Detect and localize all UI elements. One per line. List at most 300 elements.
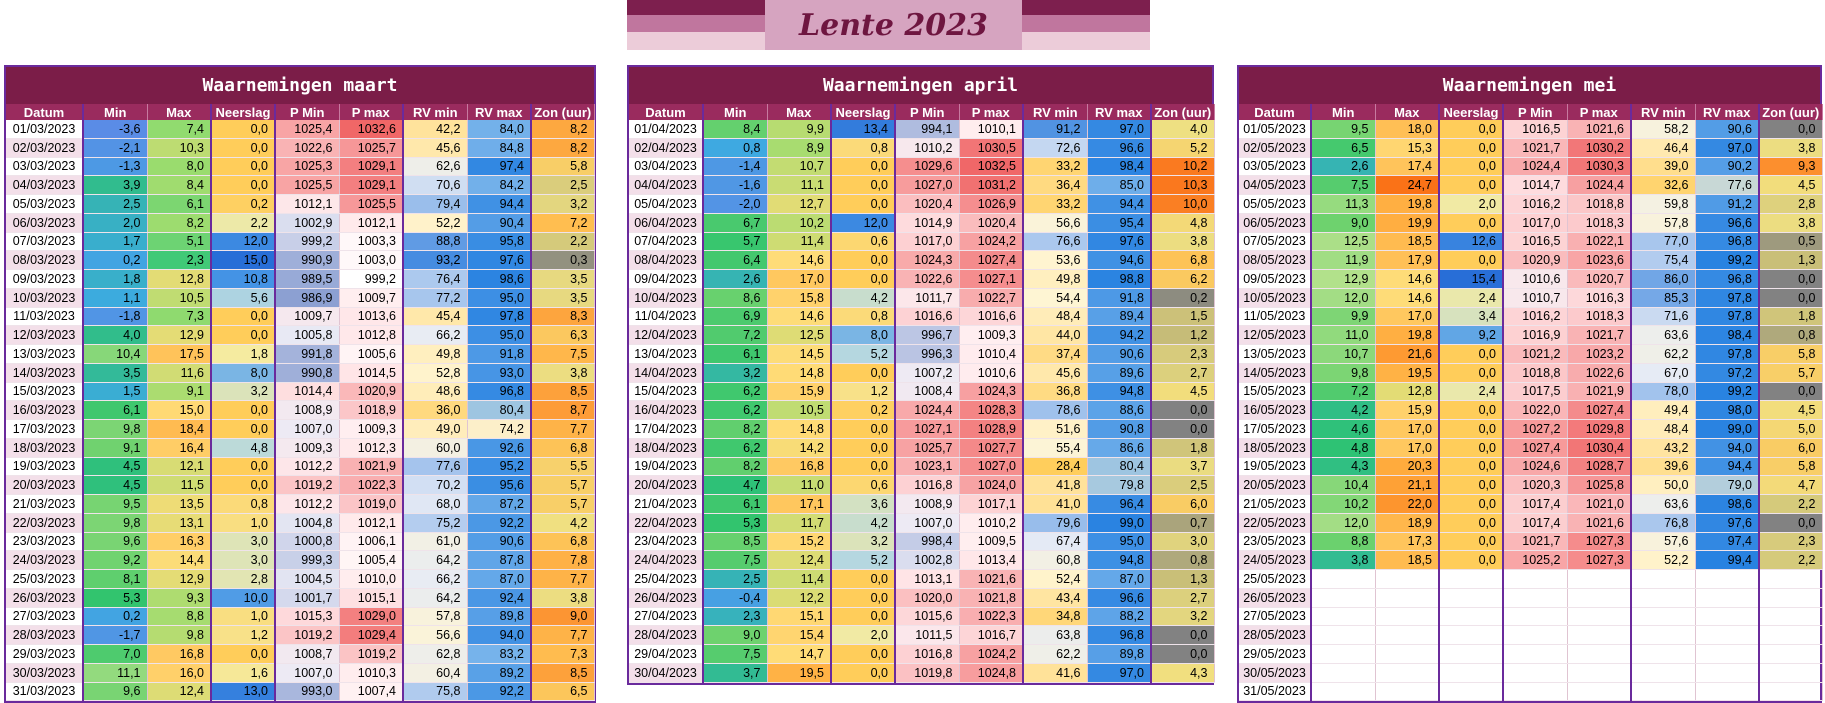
cell-neerslag: 2,2 — [211, 213, 275, 232]
cell-p-max: 1027,0 — [959, 457, 1023, 476]
table-row — [629, 663, 1214, 682]
cell-zon: 5,7 — [531, 476, 594, 495]
cell-rv-max: 98,6 — [1695, 495, 1759, 514]
cell-datum: 27/05/2023 — [1239, 607, 1311, 626]
cell-rv-max: 89,8 — [1087, 645, 1151, 664]
cell-p-max: 1030,5 — [959, 138, 1023, 157]
cell-neerslag: 15,4 — [1439, 270, 1503, 289]
cell-neerslag: 0,0 — [1439, 495, 1503, 514]
table-row — [6, 382, 594, 401]
cell-p-min: 1019,2 — [275, 626, 339, 645]
cell-min: 4,5 — [83, 476, 147, 495]
cell-rv-min: 45,6 — [403, 138, 467, 157]
cell-neerslag: 2,4 — [1439, 382, 1503, 401]
cell-p-max: 1010,4 — [959, 345, 1023, 364]
cell-rv-max: 95,0 — [1087, 532, 1151, 551]
cell-datum: 11/05/2023 — [1239, 307, 1311, 326]
cell-min — [1311, 570, 1375, 589]
table-row — [6, 570, 594, 589]
cell-datum: 20/05/2023 — [1239, 476, 1311, 495]
cell-max: 8,9 — [767, 138, 831, 157]
cell-p-min: 1020,3 — [1503, 476, 1567, 495]
cell-p-min: 1008,9 — [895, 495, 959, 514]
table-row — [629, 607, 1214, 626]
cell-neerslag: 0,0 — [831, 607, 895, 626]
cell-rv-max: 94,0 — [467, 626, 531, 645]
cell-p-min: 1025,5 — [275, 176, 339, 195]
cell-rv-min: 52,4 — [1023, 570, 1087, 589]
table-row — [1239, 607, 1822, 626]
cell-p-max: 1021,7 — [1567, 326, 1631, 345]
cell-max: 24,7 — [1375, 176, 1439, 195]
cell-rv-min: 77,0 — [1631, 232, 1695, 251]
cell-max: 16,8 — [147, 645, 211, 664]
cell-rv-min: 85,3 — [1631, 288, 1695, 307]
cell-rv-min: 91,2 — [1023, 120, 1087, 138]
table-row — [6, 457, 594, 476]
cell-neerslag: 0,6 — [831, 232, 895, 251]
cell-datum: 25/03/2023 — [6, 570, 83, 589]
cell-min: 6,7 — [703, 213, 767, 232]
cell-max: 15,2 — [767, 532, 831, 551]
cell-max: 12,4 — [767, 551, 831, 570]
table-row — [1239, 176, 1822, 195]
table-row — [1239, 251, 1822, 270]
cell-zon: 0,0 — [1759, 288, 1822, 307]
cell-max: 10,5 — [147, 288, 211, 307]
cell-max: 17,0 — [767, 270, 831, 289]
cell-datum: 07/03/2023 — [6, 232, 83, 251]
cell-rv-max: 96,8 — [1087, 626, 1151, 645]
cell-rv-max: 95,6 — [467, 476, 531, 495]
cell-max: 16,4 — [147, 438, 211, 457]
cell-rv-min: 36,8 — [1023, 382, 1087, 401]
cell-rv-max — [1695, 682, 1759, 701]
cell-p-min: 1004,5 — [275, 570, 339, 589]
cell-p-max: 1010,1 — [959, 120, 1023, 138]
cell-zon: 3,8 — [1151, 232, 1214, 251]
cell-rv-max: 98,4 — [1087, 157, 1151, 176]
cell-min: 9,8 — [1311, 363, 1375, 382]
cell-zon: 2,2 — [1759, 495, 1822, 514]
cell-p-min: 1010,6 — [1503, 270, 1567, 289]
cell-datum: 09/05/2023 — [1239, 270, 1311, 289]
cell-rv-max: 98,4 — [1695, 326, 1759, 345]
cell-neerslag: 0,0 — [831, 195, 895, 214]
cell-p-max: 1023,6 — [1567, 251, 1631, 270]
cell-p-max: 1020,4 — [959, 213, 1023, 232]
cell-p-max: 1006,1 — [339, 532, 403, 551]
cell-neerslag: 0,0 — [1439, 438, 1503, 457]
cell-rv-min: 36,0 — [403, 401, 467, 420]
cell-rv-max: 99,4 — [1695, 551, 1759, 570]
table-row — [6, 326, 594, 345]
cell-datum: 18/03/2023 — [6, 438, 83, 457]
cell-rv-min: 64,2 — [403, 551, 467, 570]
column-header-p-min: P Min — [895, 104, 959, 120]
cell-rv-max — [1695, 588, 1759, 607]
cell-p-max: 1003,3 — [339, 232, 403, 251]
column-header-p-max: P max — [959, 104, 1023, 120]
cell-min: 2,6 — [703, 270, 767, 289]
cell-min: 4,7 — [703, 476, 767, 495]
cell-rv-min: 45,4 — [403, 307, 467, 326]
cell-datum: 24/04/2023 — [629, 551, 703, 570]
cell-min: 8,8 — [1311, 532, 1375, 551]
cell-p-min: 1016,5 — [1503, 232, 1567, 251]
cell-max: 18,4 — [147, 420, 211, 439]
cell-neerslag — [1439, 588, 1503, 607]
cell-zon: 1,8 — [1151, 438, 1214, 457]
cell-zon: 4,0 — [1151, 120, 1214, 138]
cell-neerslag: 0,0 — [211, 645, 275, 664]
cell-datum: 25/05/2023 — [1239, 570, 1311, 589]
cell-rv-min: 62,2 — [1023, 645, 1087, 664]
panel-maart — [4, 65, 596, 703]
cell-datum: 12/04/2023 — [629, 326, 703, 345]
cell-rv-min: 64,2 — [403, 588, 467, 607]
cell-rv-max: 79,0 — [1695, 476, 1759, 495]
cell-rv-max: 97,0 — [1695, 138, 1759, 157]
cell-zon: 4,5 — [1759, 176, 1822, 195]
table-row — [6, 401, 594, 420]
cell-max: 12,1 — [147, 457, 211, 476]
cell-min: 12,0 — [1311, 288, 1375, 307]
cell-neerslag: 0,8 — [211, 495, 275, 514]
table-row — [1239, 663, 1822, 682]
cell-p-min: 990,8 — [275, 363, 339, 382]
cell-min — [1311, 663, 1375, 682]
cell-p-min: 1008,7 — [275, 645, 339, 664]
cell-rv-min: 33,2 — [1023, 195, 1087, 214]
cell-neerslag: 0,0 — [1439, 213, 1503, 232]
cell-datum: 05/05/2023 — [1239, 195, 1311, 214]
cell-neerslag: 0,0 — [831, 157, 895, 176]
cell-max: 11,0 — [767, 476, 831, 495]
cell-max — [1375, 570, 1439, 589]
cell-max — [1375, 626, 1439, 645]
cell-rv-max: 90,2 — [1695, 157, 1759, 176]
cell-p-min: 998,4 — [895, 532, 959, 551]
cell-p-max — [1567, 588, 1631, 607]
table-row — [6, 195, 594, 214]
cell-min: 9,0 — [1311, 213, 1375, 232]
cell-p-max: 1005,6 — [339, 345, 403, 364]
cell-rv-max: 97,8 — [1695, 345, 1759, 364]
cell-min: 4,8 — [1311, 438, 1375, 457]
cell-zon: 3,8 — [531, 588, 594, 607]
cell-neerslag: 0,0 — [1439, 457, 1503, 476]
cell-p-min: 1017,5 — [1503, 382, 1567, 401]
column-header-rv-min: RV min — [1023, 104, 1087, 120]
cell-neerslag: 10,0 — [211, 588, 275, 607]
column-header-neerslag: Neerslag — [831, 104, 895, 120]
cell-p-max: 1013,4 — [959, 551, 1023, 570]
cell-neerslag — [1439, 626, 1503, 645]
table-row — [629, 513, 1214, 532]
cell-p-min: 1008,4 — [895, 382, 959, 401]
cell-neerslag: 0,0 — [211, 457, 275, 476]
cell-max: 20,3 — [1375, 457, 1439, 476]
cell-p-min: 1019,2 — [275, 476, 339, 495]
cell-min: -1,4 — [703, 157, 767, 176]
cell-rv-max — [1695, 645, 1759, 664]
cell-min: 3,5 — [83, 363, 147, 382]
table-row — [629, 626, 1214, 645]
cell-zon: 6,2 — [1151, 270, 1214, 289]
cell-p-max: 1028,9 — [959, 420, 1023, 439]
cell-max: 11,1 — [767, 176, 831, 195]
cell-zon: 8,5 — [531, 663, 594, 682]
cell-datum: 22/05/2023 — [1239, 513, 1311, 532]
cell-max: 10,7 — [767, 157, 831, 176]
cell-rv-max: 90,6 — [1087, 345, 1151, 364]
cell-max: 11,6 — [147, 363, 211, 382]
cell-max: 9,8 — [147, 626, 211, 645]
cell-neerslag — [1439, 607, 1503, 626]
cell-neerslag: 2,4 — [1439, 288, 1503, 307]
cell-p-min: 1012,1 — [275, 195, 339, 214]
cell-p-max — [1567, 626, 1631, 645]
cell-p-max: 1022,3 — [959, 607, 1023, 626]
cell-min: -1,6 — [703, 176, 767, 195]
cell-datum: 13/03/2023 — [6, 345, 83, 364]
cell-rv-max: 88,6 — [1087, 401, 1151, 420]
cell-rv-min: 48,4 — [1023, 307, 1087, 326]
cell-p-min: 1008,9 — [275, 401, 339, 420]
cell-p-min — [1503, 588, 1567, 607]
cell-min: 9,8 — [83, 420, 147, 439]
cell-max: 19,8 — [1375, 326, 1439, 345]
table-row — [629, 288, 1214, 307]
cell-p-max: 1016,6 — [959, 307, 1023, 326]
cell-rv-min — [1631, 588, 1695, 607]
cell-min: 3,2 — [703, 363, 767, 382]
cell-rv-max: 99,2 — [1695, 251, 1759, 270]
cell-zon: 6,0 — [1151, 495, 1214, 514]
cell-p-max: 1030,4 — [1567, 438, 1631, 457]
cell-min: 8,5 — [703, 532, 767, 551]
cell-p-min: 1029,6 — [895, 157, 959, 176]
cell-rv-min: 93,2 — [403, 251, 467, 270]
cell-rv-min: 56,6 — [1023, 213, 1087, 232]
cell-min — [1311, 607, 1375, 626]
cell-p-max: 1019,2 — [339, 645, 403, 664]
cell-min: 11,0 — [1311, 326, 1375, 345]
cell-max: 15,1 — [767, 607, 831, 626]
cell-min: 11,9 — [1311, 251, 1375, 270]
cell-zon: 0,8 — [1759, 326, 1822, 345]
cell-rv-min: 33,2 — [1023, 157, 1087, 176]
cell-p-min: 991,8 — [275, 345, 339, 364]
table-row — [629, 476, 1214, 495]
cell-neerslag: 3,2 — [831, 532, 895, 551]
cell-zon: 0,0 — [1759, 382, 1822, 401]
cell-datum: 10/03/2023 — [6, 288, 83, 307]
cell-rv-min: 61,0 — [403, 532, 467, 551]
cell-min: 6,2 — [703, 438, 767, 457]
cell-rv-max: 87,0 — [1087, 570, 1151, 589]
cell-rv-max — [1695, 570, 1759, 589]
table-row — [6, 663, 594, 682]
cell-min: 9,6 — [83, 682, 147, 701]
table-row — [629, 213, 1214, 232]
cell-datum: 16/03/2023 — [6, 401, 83, 420]
cell-min: -1,8 — [83, 307, 147, 326]
table-row — [1239, 120, 1822, 138]
table-row — [629, 195, 1214, 214]
cell-neerslag: 4,2 — [831, 513, 895, 532]
cell-datum: 17/04/2023 — [629, 420, 703, 439]
cell-max: 19,8 — [1375, 195, 1439, 214]
table-row — [6, 176, 594, 195]
cell-rv-min: 60,0 — [403, 438, 467, 457]
cell-p-max: 1022,6 — [1567, 363, 1631, 382]
cell-datum: 02/03/2023 — [6, 138, 83, 157]
table-row — [1239, 401, 1822, 420]
cell-rv-min: 58,2 — [1631, 120, 1695, 138]
cell-zon: 8,3 — [531, 307, 594, 326]
cell-datum: 26/05/2023 — [1239, 588, 1311, 607]
cell-rv-min: 34,8 — [1023, 607, 1087, 626]
cell-neerslag: 12,0 — [831, 213, 895, 232]
cell-max: 18,5 — [1375, 551, 1439, 570]
cell-neerslag: 1,0 — [211, 607, 275, 626]
cell-p-min: 996,3 — [895, 345, 959, 364]
cell-p-min: 1020,4 — [895, 195, 959, 214]
cell-zon: 3,2 — [531, 195, 594, 214]
cell-max — [1375, 682, 1439, 701]
cell-p-max: 1031,2 — [959, 176, 1023, 195]
cell-max: 22,0 — [1375, 495, 1439, 514]
cell-p-max: 1012,1 — [339, 213, 403, 232]
cell-datum: 18/05/2023 — [1239, 438, 1311, 457]
cell-zon: 5,0 — [1759, 420, 1822, 439]
cell-max: 14,8 — [767, 363, 831, 382]
cell-max — [1375, 607, 1439, 626]
cell-max — [1375, 645, 1439, 664]
table-row — [629, 307, 1214, 326]
cell-datum: 17/05/2023 — [1239, 420, 1311, 439]
cell-datum: 12/05/2023 — [1239, 326, 1311, 345]
cell-max: 19,5 — [767, 663, 831, 682]
cell-neerslag: 1,8 — [211, 345, 275, 364]
cell-rv-min: 66,2 — [403, 326, 467, 345]
cell-zon: 3,0 — [1151, 532, 1214, 551]
cell-p-min: 1012,2 — [275, 457, 339, 476]
cell-min: 4,2 — [1311, 401, 1375, 420]
cell-datum: 07/05/2023 — [1239, 232, 1311, 251]
cell-p-min: 1016,2 — [1503, 307, 1567, 326]
column-header-datum: Datum — [6, 104, 83, 120]
cell-zon: 4,3 — [1151, 663, 1214, 682]
cell-p-min: 1024,4 — [1503, 157, 1567, 176]
cell-p-max — [1567, 663, 1631, 682]
cell-rv-min: 76,4 — [403, 270, 467, 289]
column-header-max: Max — [1375, 104, 1439, 120]
cell-zon: 8,2 — [531, 138, 594, 157]
column-header-neerslag: Neerslag — [1439, 104, 1503, 120]
column-header-rv-min: RV min — [1631, 104, 1695, 120]
table-row — [629, 495, 1214, 514]
cell-min: 11,1 — [83, 663, 147, 682]
cell-neerslag: 1,2 — [211, 626, 275, 645]
cell-p-min: 1007,0 — [895, 513, 959, 532]
cell-datum: 04/03/2023 — [6, 176, 83, 195]
data-table — [1239, 104, 1823, 701]
table-row — [6, 363, 594, 382]
cell-zon: 2,3 — [1151, 345, 1214, 364]
cell-rv-min: 36,4 — [1023, 176, 1087, 195]
cell-zon: 7,7 — [531, 626, 594, 645]
cell-p-min: 1002,9 — [275, 213, 339, 232]
cell-p-min: 1020,0 — [895, 588, 959, 607]
cell-zon: 5,7 — [1759, 363, 1822, 382]
cell-zon: 9,0 — [531, 607, 594, 626]
cell-zon: 0,7 — [1151, 513, 1214, 532]
cell-min: -1,7 — [83, 626, 147, 645]
cell-rv-min — [1631, 645, 1695, 664]
cell-p-max: 1029,1 — [339, 157, 403, 176]
cell-zon: 4,5 — [1151, 382, 1214, 401]
panel-april — [627, 65, 1214, 685]
cell-p-min: 1027,1 — [895, 420, 959, 439]
cell-p-min: 1021,7 — [1503, 138, 1567, 157]
cell-rv-min: 66,2 — [403, 570, 467, 589]
cell-p-min: 1023,1 — [895, 457, 959, 476]
cell-zon: 0,3 — [531, 251, 594, 270]
table-row — [629, 420, 1214, 439]
cell-p-min — [1503, 570, 1567, 589]
cell-zon: 7,2 — [531, 213, 594, 232]
cell-neerslag: 1,6 — [211, 663, 275, 682]
cell-neerslag: 0,0 — [211, 326, 275, 345]
cell-rv-min: 60,8 — [1023, 551, 1087, 570]
cell-max — [1375, 663, 1439, 682]
cell-neerslag: 0,8 — [831, 307, 895, 326]
cell-p-max: 1018,3 — [1567, 307, 1631, 326]
cell-rv-min: 55,4 — [1023, 438, 1087, 457]
cell-rv-max: 84,8 — [467, 138, 531, 157]
cell-max: 13,5 — [147, 495, 211, 514]
cell-datum: 16/04/2023 — [629, 401, 703, 420]
cell-max: 12,4 — [147, 682, 211, 701]
cell-rv-min: 79,4 — [403, 195, 467, 214]
cell-p-max — [1567, 645, 1631, 664]
cell-datum: 08/03/2023 — [6, 251, 83, 270]
cell-rv-min: 62,8 — [403, 645, 467, 664]
cell-datum: 13/05/2023 — [1239, 345, 1311, 364]
cell-zon: 3,8 — [1759, 213, 1822, 232]
cell-datum: 12/03/2023 — [6, 326, 83, 345]
cell-p-max: 1024,4 — [1567, 176, 1631, 195]
cell-min: 9,5 — [83, 495, 147, 514]
table-row — [1239, 420, 1822, 439]
table-row — [6, 251, 594, 270]
cell-neerslag: 0,0 — [1439, 420, 1503, 439]
cell-p-max: 1030,2 — [1567, 138, 1631, 157]
cell-max: 17,9 — [1375, 251, 1439, 270]
cell-p-min: 1021,2 — [1503, 345, 1567, 364]
cell-neerslag: 5,6 — [211, 288, 275, 307]
column-header-datum: Datum — [629, 104, 703, 120]
cell-datum: 04/05/2023 — [1239, 176, 1311, 195]
cell-neerslag: 0,0 — [1439, 176, 1503, 195]
cell-rv-max: 95,4 — [1087, 213, 1151, 232]
cell-datum: 15/03/2023 — [6, 382, 83, 401]
cell-neerslag: 8,0 — [831, 326, 895, 345]
cell-datum: 22/03/2023 — [6, 513, 83, 532]
